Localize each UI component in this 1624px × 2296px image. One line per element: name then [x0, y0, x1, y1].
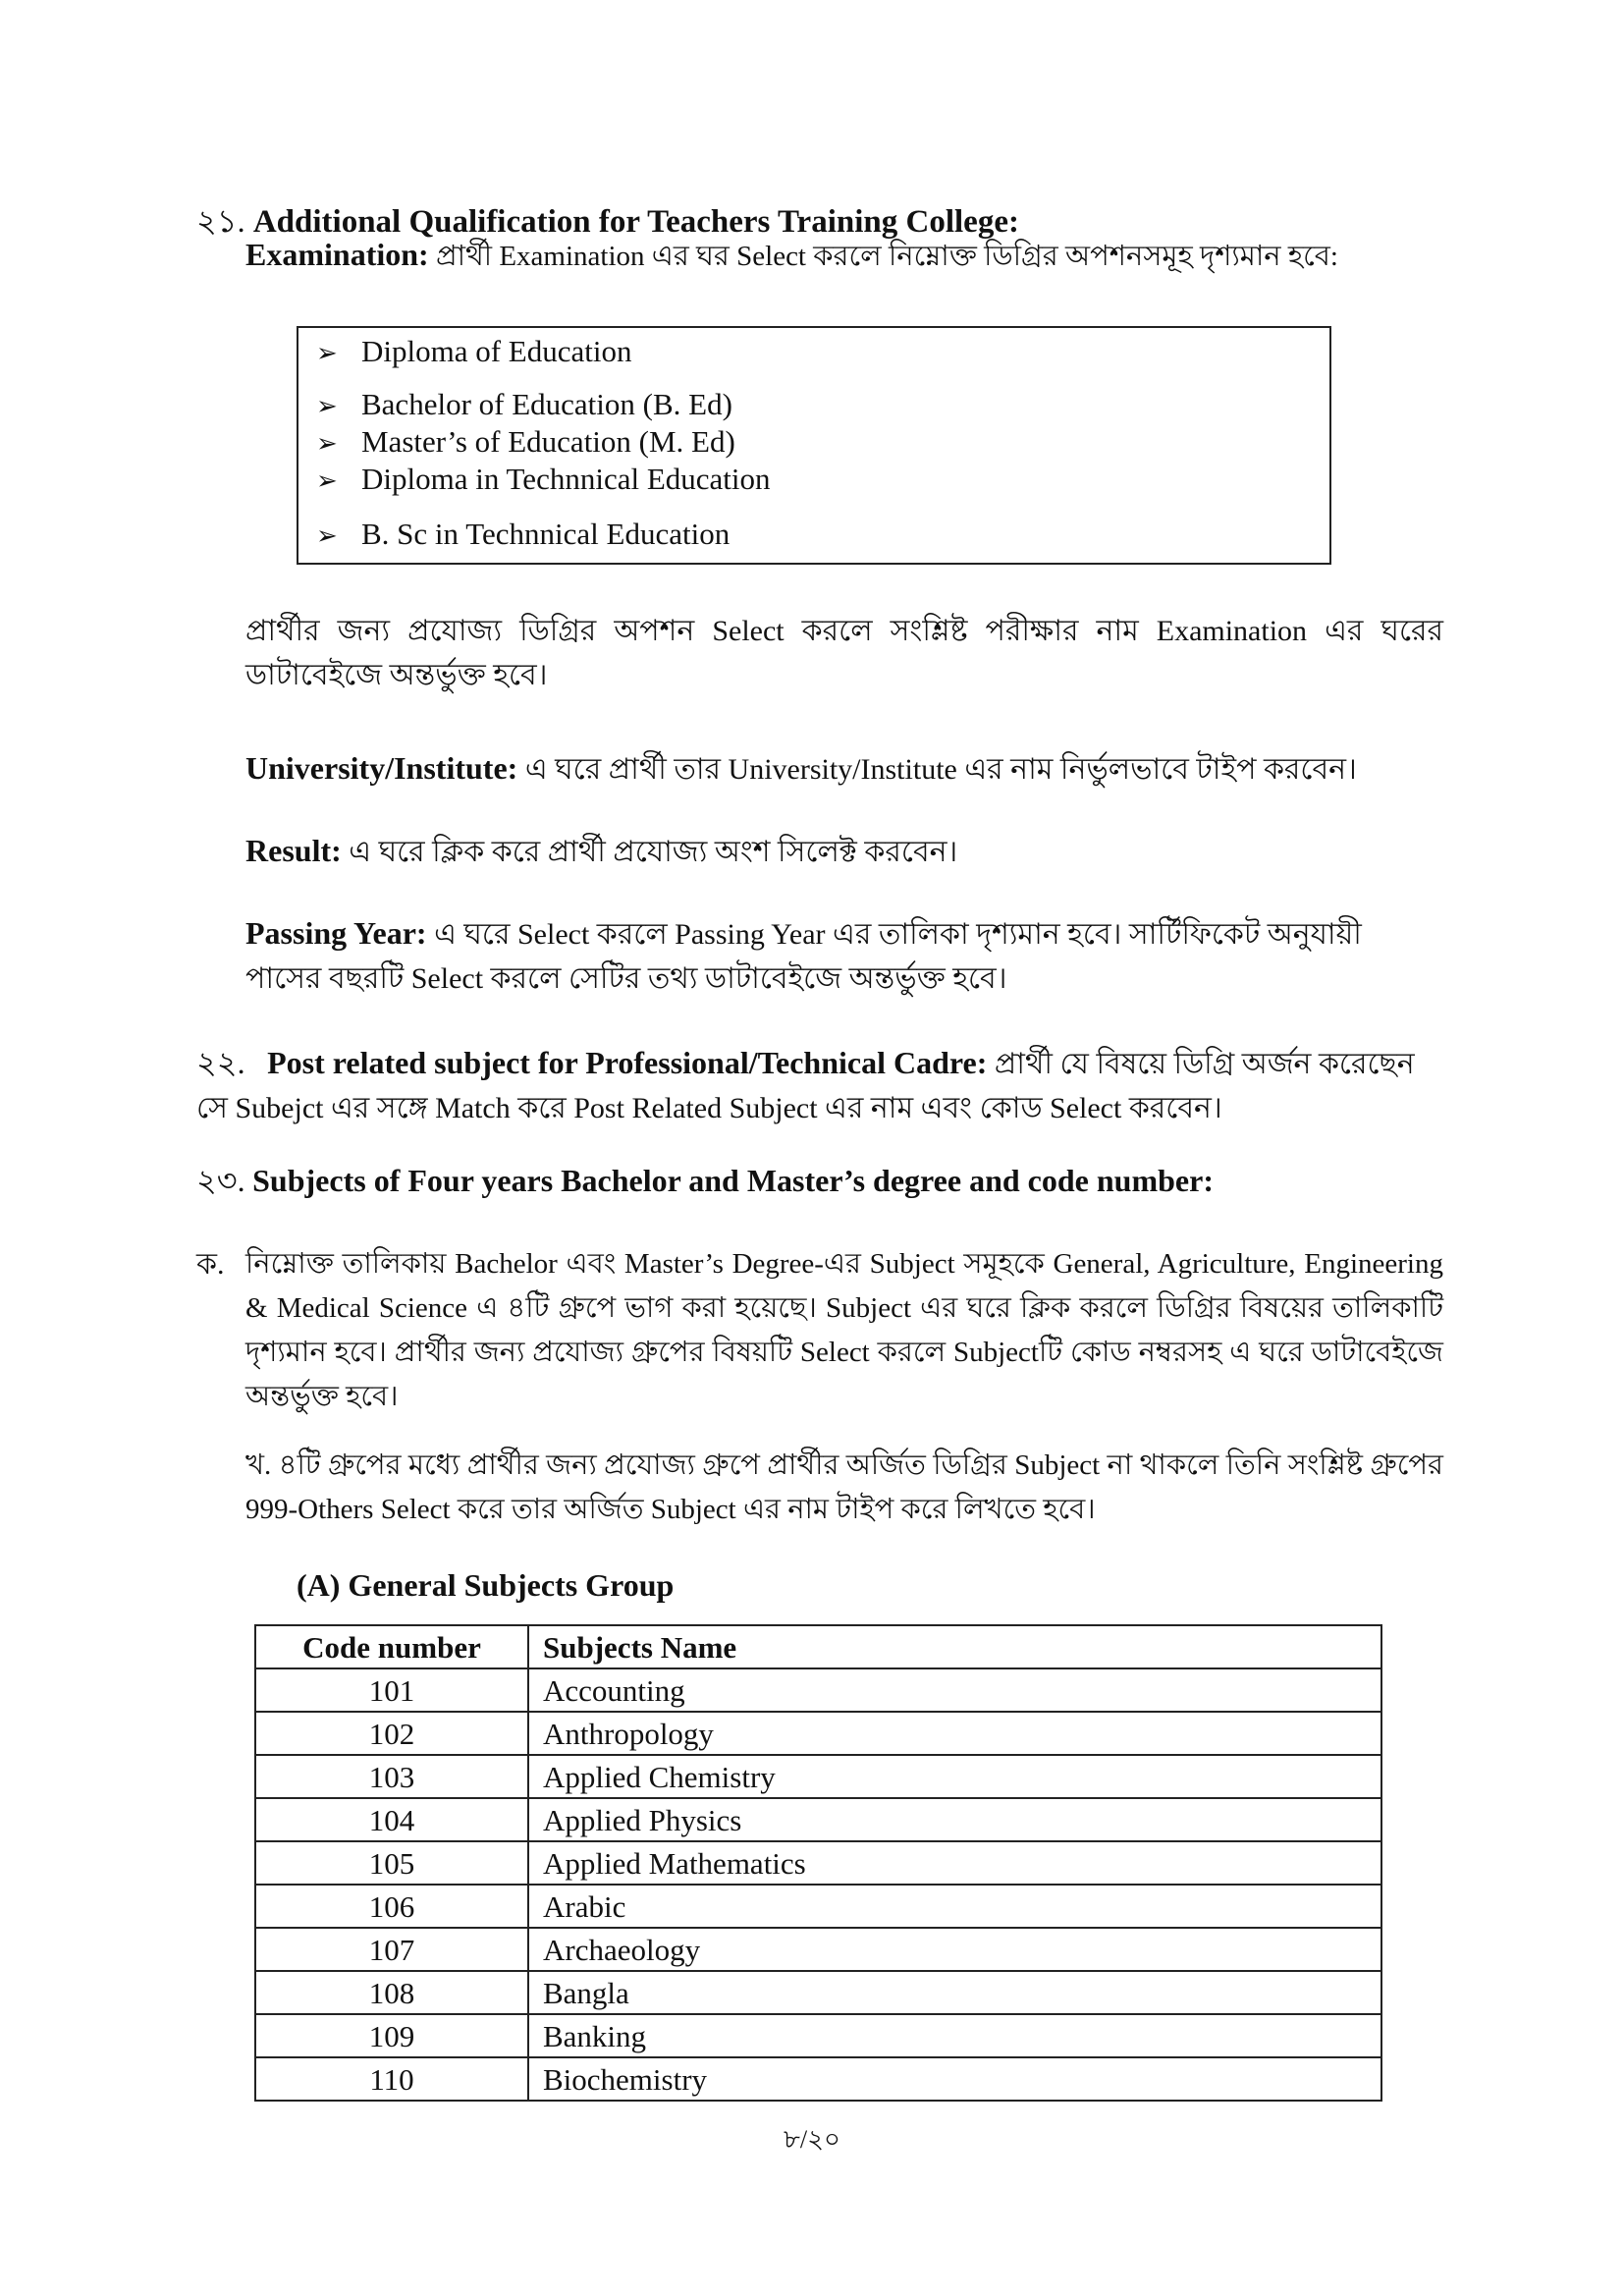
subject-cell: Arabic — [528, 1885, 1381, 1928]
result-label: Result: — [245, 833, 342, 868]
examination-note: প্রার্থীর জন্য প্রযোজ্য ডিগ্রির অপশন Select করলে সংশ্লিষ্ট পরীক্ষার নাম Examination এর ঘরের ডাটাবেইজে অন্তর্ভুক্ত হবে। — [245, 615, 1443, 691]
code-cell: 108 — [255, 1971, 528, 2014]
code-cell: 103 — [255, 1755, 528, 1798]
option-item — [316, 462, 771, 497]
code-cell: 101 — [255, 1668, 528, 1712]
subject-cell: Biochemistry — [528, 2057, 1381, 2101]
subject-header: Subjects Name — [528, 1625, 1381, 1668]
option-label: Diploma in Technnical Education — [361, 462, 771, 496]
option-label: Master’s of Education (M. Ed) — [361, 424, 735, 459]
group-title: (A) General Subjects Group — [297, 1567, 675, 1603]
table-row — [255, 1798, 1381, 1841]
code-header: Code number — [255, 1625, 528, 1668]
code-cell: 102 — [255, 1712, 528, 1755]
table-header-row — [255, 1625, 1381, 1668]
university-text: এ ঘরে প্রার্থী তার University/Institute এর নাম নির্ভুলভাবে টাইপ করবেন। — [517, 753, 1357, 786]
table-row — [255, 1755, 1381, 1798]
examination-text: প্রার্থী Examination এর ঘর Select করলে নিম্নোক্ত ডিগ্রির অপশনসমূহ দৃশ্যমান হবে: — [428, 241, 1338, 272]
subject-cell: Banking — [528, 2014, 1381, 2057]
section-23-heading — [196, 1159, 1443, 1204]
option-item — [316, 387, 732, 422]
option-label: B. Sc in Technnical Education — [361, 517, 731, 551]
subject-cell: Applied Chemistry — [528, 1755, 1381, 1798]
kha-text: খ. ৪টি গ্রুপের মধ্যে প্রার্থীর জন্য প্রযোজ্য গ্রুপে প্রার্থীর অর্জিত ডিগ্রির Subject না থাকলে তিনি সংশ্লিষ্ট গ্রুপের 999-Others Select করে তার অর্জিত Subject এর নাম টাইপ করে লিখতে হবে। — [245, 1449, 1443, 1525]
subject-cell: Bangla — [528, 1971, 1381, 2014]
code-cell: 104 — [255, 1798, 528, 1841]
examination-options-box — [297, 326, 1331, 565]
subject-cell: Anthropology — [528, 1712, 1381, 1755]
subject-cell: Applied Physics — [528, 1798, 1381, 1841]
result-line — [245, 829, 1453, 874]
section-21-number: ২১. — [196, 203, 245, 239]
arrow-bullet-icon: ➢ — [316, 466, 338, 495]
table-row — [255, 1928, 1381, 1971]
result-text: এ ঘরে ক্লিক করে প্রার্থী প্রযোজ্য অংশ সিলেক্ট করবেন। — [341, 836, 958, 868]
table-row — [255, 1885, 1381, 1928]
subject-cell: Applied Mathematics — [528, 1841, 1381, 1885]
table-row — [255, 2057, 1381, 2101]
arrow-bullet-icon: ➢ — [316, 521, 338, 550]
code-cell: 110 — [255, 2057, 528, 2101]
code-cell: 106 — [255, 1885, 528, 1928]
code-cell: 109 — [255, 2014, 528, 2057]
examination-line — [245, 234, 1338, 282]
table-row — [255, 1712, 1381, 1755]
university-line — [245, 746, 1453, 792]
section-22 — [196, 1041, 1443, 1130]
section-21-title: Additional Qualification for Teachers Training College: — [252, 204, 1019, 240]
passing-year-line — [245, 911, 1443, 1001]
option-item — [316, 334, 632, 369]
table-row — [255, 1841, 1381, 1885]
subject-cell: Accounting — [528, 1668, 1381, 1712]
arrow-bullet-icon: ➢ — [316, 339, 338, 367]
ka-text: নিম্নোক্ত তালিকায় Bachelor এবং Master’s Degree-এর Subject সমূহকে General, Agriculture, Engineering & Medical Science এ ৪টি গ্রুপে ভাগ করা হয়েছে। Subject এর ঘরে ক্লিক করলে ডিগ্রির বিষয়ের তালিকাটি দৃশ্যমান হবে। প্রার্থীর জন্য প্রযোজ্য গ্রুপের বিষয়টি Select করলে Subjectটি কোড নম্বরসহ এ ঘরে ডাটাবেইজে অন্তর্ভুক্ত হবে। — [245, 1248, 1443, 1412]
table-row — [255, 1668, 1381, 1712]
subject-cell: Archaeology — [528, 1928, 1381, 1971]
ka-label: ক. — [196, 1248, 225, 1281]
option-label: Bachelor of Education (B. Ed) — [361, 387, 732, 421]
page-number: ৮/২০ — [784, 2125, 840, 2154]
code-cell: 105 — [255, 1841, 528, 1885]
option-item — [316, 517, 730, 552]
section-22-title: Post related subject for Professional/Technical Cadre: — [267, 1045, 988, 1080]
passing-year-text: এ ঘরে Select করলে Passing Year এর তালিকা দৃশ্যমান হবে। সার্টিফিকেট অনুযায়ী পাসের বছরটি Select করলে সেটির তথ্য ডাটাবেইজে অন্তর্ভুক্ত হবে। — [245, 918, 1362, 995]
university-label: University/Institute: — [245, 750, 518, 786]
section-23-title: Subjects of Four years Bachelor and Master’s degree and code number: — [252, 1163, 1214, 1198]
table-row — [255, 2014, 1381, 2057]
option-label: Diploma of Education — [361, 334, 632, 368]
arrow-bullet-icon: ➢ — [316, 429, 338, 458]
arrow-bullet-icon: ➢ — [316, 392, 338, 420]
section-22-text: প্রার্থী যে বিষয়ে ডিগ্রি অর্জন করেছেন সে Subejct এর সঙ্গে Match করে Post Related Subject এর নাম এবং কোড Select করবেন। — [196, 1048, 1415, 1124]
examination-label: Examination: — [245, 237, 429, 272]
table-row — [255, 1971, 1381, 2014]
option-item — [316, 424, 735, 460]
section-23-number: ২৩. — [196, 1163, 245, 1198]
code-cell: 107 — [255, 1928, 528, 1971]
passing-year-label: Passing Year: — [245, 915, 427, 951]
subjects-table — [254, 1624, 1382, 2102]
section-22-number: ২২. — [196, 1045, 245, 1080]
